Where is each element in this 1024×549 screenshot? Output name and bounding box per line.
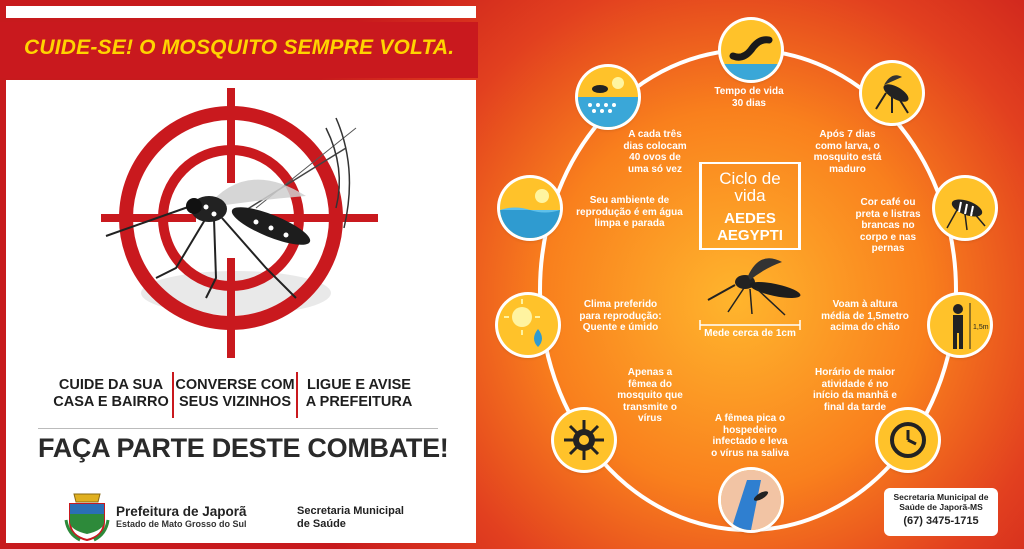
cycle-title-line1: Ciclo de: [719, 169, 781, 188]
prefeitura-name: Prefeitura de Japorã: [116, 503, 247, 519]
label-color: [848, 197, 928, 255]
label-climate-text: Clima preferido para reprodução: Quente e úmido: [579, 299, 662, 333]
contact-box: [884, 488, 998, 536]
label-habitat: [562, 195, 697, 230]
center-mosquito-icon: [708, 258, 802, 315]
contact-line2: Saúde de Japorã-MS: [899, 502, 983, 512]
label-size-text: Mede cerca de 1cm: [704, 328, 796, 339]
contact-phone: (67) 3475-1715: [903, 515, 979, 527]
secretaria-line2: de Saúde: [297, 518, 346, 530]
label-lifespan: [705, 86, 793, 109]
sun-humidity-icon: [498, 295, 558, 355]
label-female: [610, 367, 690, 425]
label-larva-text: Após 7 dias como larva, o mosquito está maduro: [813, 129, 882, 175]
larva-icon: [721, 20, 781, 80]
secretaria-line1: Secretaria Municipal: [297, 505, 404, 517]
virus-icon: [554, 410, 614, 470]
action-care-line2: CASA E BAIRRO: [53, 394, 169, 410]
label-habitat-text: Seu ambiente de reprodução é em água limpa e parada: [576, 195, 683, 229]
label-color-text: Cor café ou preta e listras brancas no corpo e nas pernas: [855, 197, 921, 254]
headline: CUIDE-SE! O MOSQUITO SEMPRE VOLTA.: [24, 36, 455, 59]
label-lifespan-text: Tempo de vida 30 dias: [714, 86, 784, 109]
label-climate: [568, 299, 673, 334]
species-name-line2: AEGYPTI: [717, 227, 783, 244]
action-talk-line1: CONVERSE COM: [175, 377, 295, 393]
height-tag: 1,5m: [973, 324, 989, 331]
action-call-line2: A PREFEITURA: [305, 394, 413, 410]
label-female-text: Apenas a fêmea do mosquito que transmite o vírus: [617, 367, 683, 424]
prefeitura-state: Estado de Mato Grosso do Sul: [116, 518, 247, 529]
label-activity-time: [800, 367, 910, 413]
cycle-center-box: [699, 162, 801, 250]
label-eggs: [610, 129, 700, 175]
label-eggs-text: A cada três dias colocam 40 ovos de uma só vez: [623, 129, 687, 175]
action-care-line1: CUIDE DA SUA: [58, 377, 164, 393]
cycle-title-line2: vida: [734, 186, 766, 205]
species-name-line1: AEDES: [724, 210, 776, 227]
label-flight-height-text: Voam à altura média de 1,5metro acima do chão: [821, 299, 909, 333]
label-larva: [800, 129, 895, 175]
label-bite: [700, 413, 800, 459]
bite-skin-icon: [721, 470, 781, 530]
action-call-line1: LIGUE E AVISE: [307, 377, 411, 393]
label-bite-text: A fêmea pica o hospedeiro infectado e leva o vírus na saliva: [711, 413, 789, 459]
height-person-icon: [930, 295, 990, 355]
combate-slogan: FAÇA PARTE DESTE COMBATE!: [38, 428, 438, 464]
label-size: [700, 328, 800, 340]
action-talk-line2: SEUS VIZINHOS: [179, 394, 291, 410]
label-flight-height: [810, 299, 920, 334]
eggs-water-icon: [578, 67, 638, 127]
striped-mosquito-icon: [935, 178, 995, 238]
contact-line1: Secretaria Municipal de: [893, 492, 989, 502]
adult-mosquito-icon: [862, 63, 922, 123]
clean-water-icon: [500, 178, 560, 238]
label-activity-time-text: Horário de maior atividade é no início da manhã e final da tarde: [813, 367, 897, 413]
clock-icon: [878, 410, 938, 470]
